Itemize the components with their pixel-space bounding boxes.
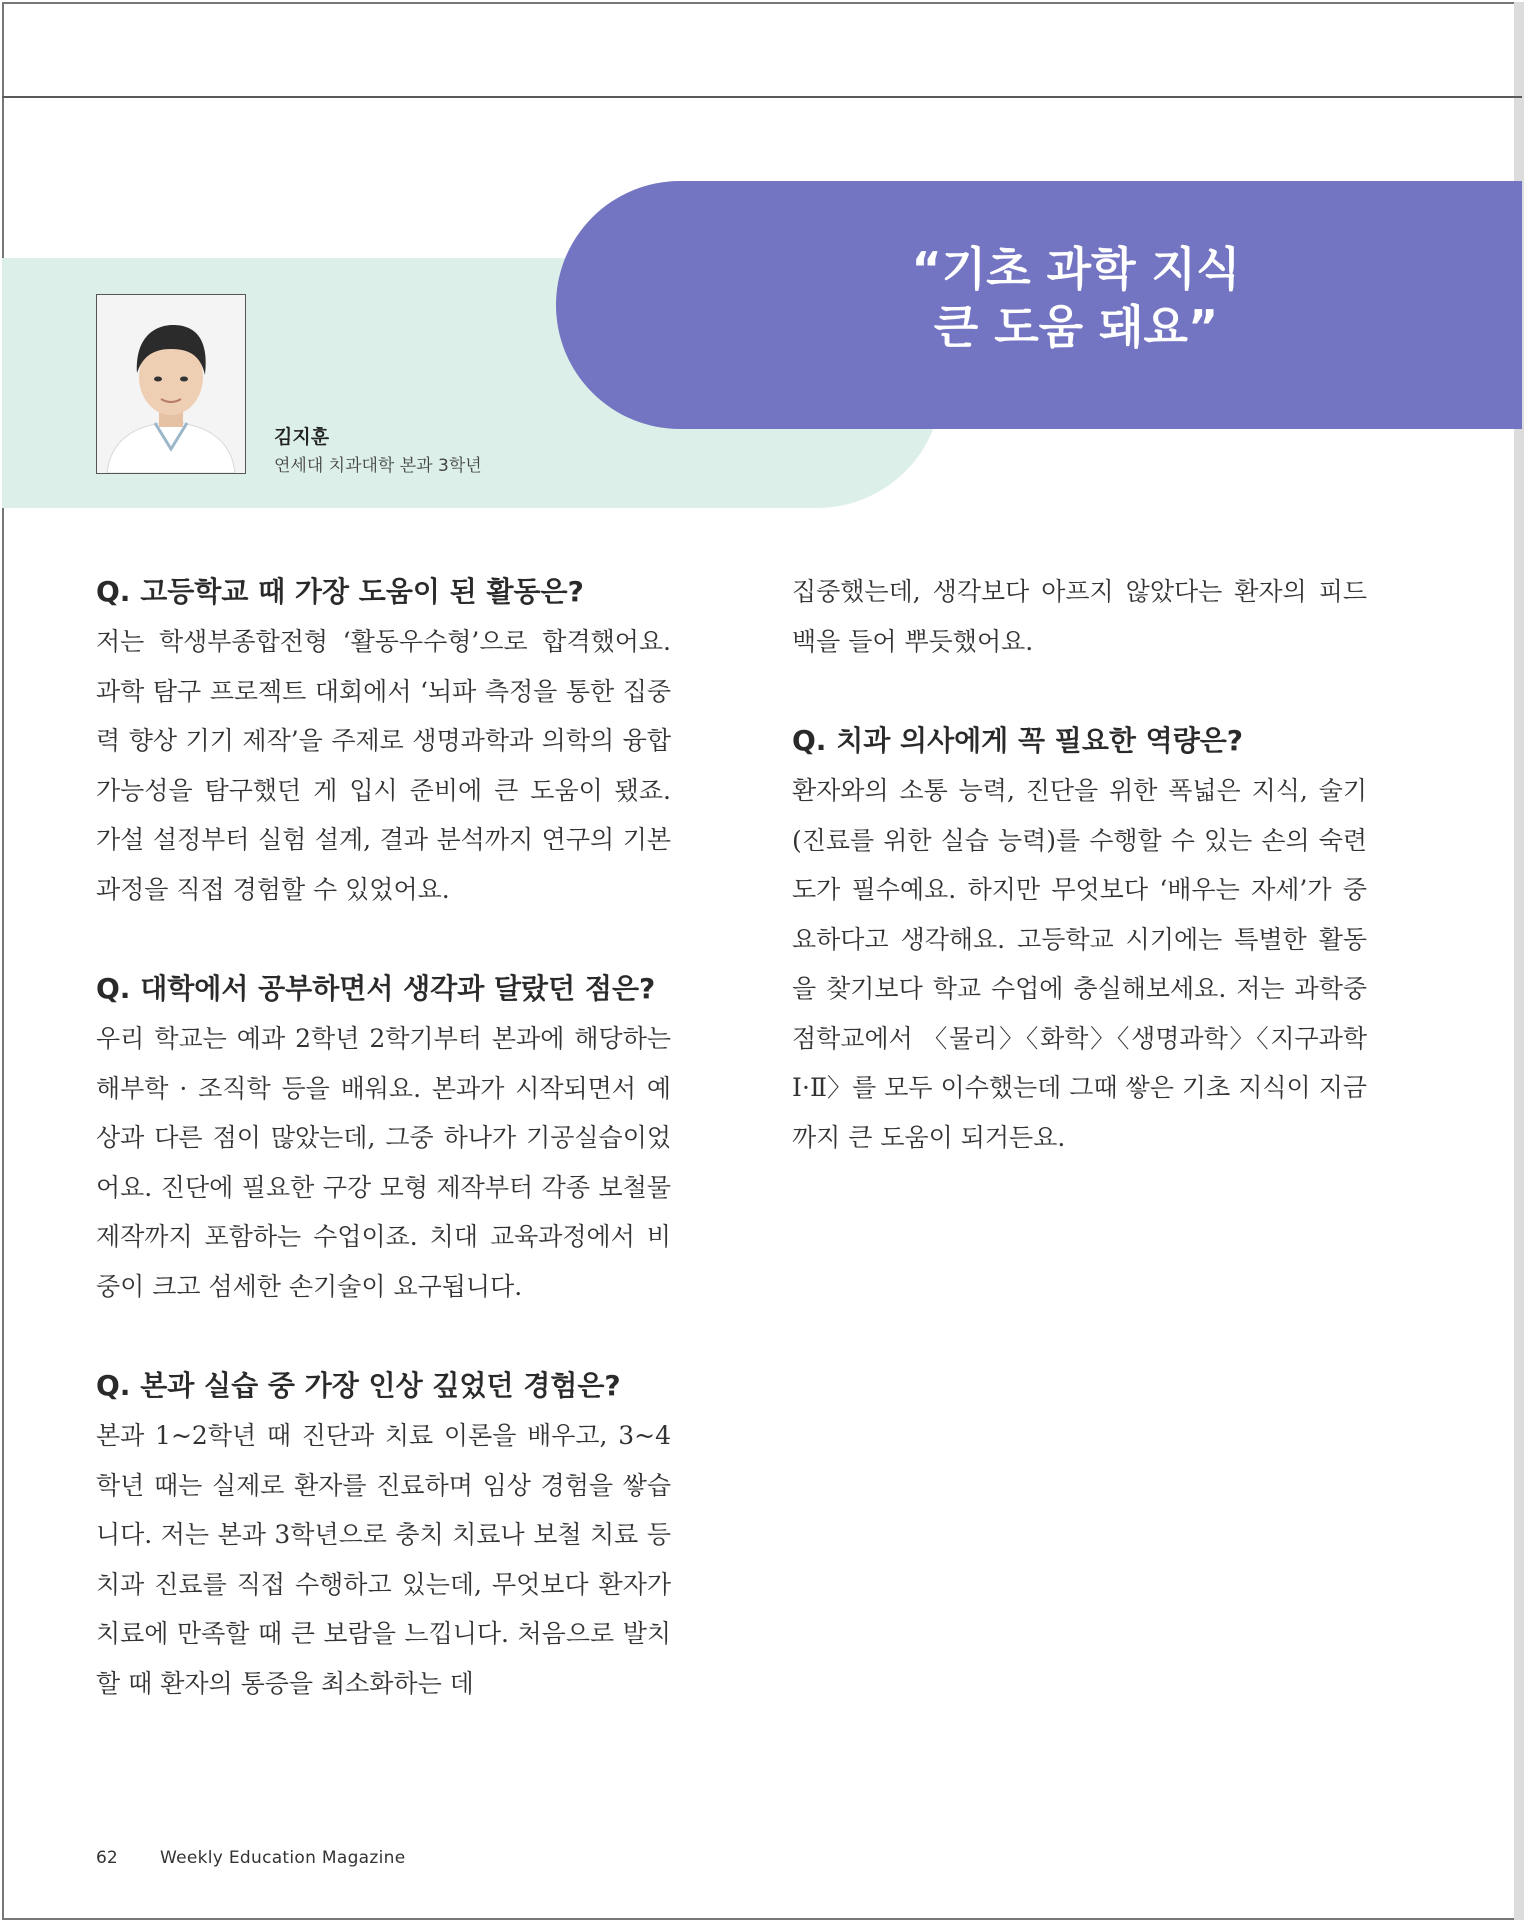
answer-3: 본과 1~2학년 때 진단과 치료 이론을 배우고, 3~4학년 때는 실제로 환자를 진료하며 임상 경험을 쌓습니다. 저는 본과 3학년으로 충치 치료나 보철 치료 등 치과 진료를 직접 수행하고 있는데, 무엇보다 환자가 치료에 만족할 때 큰 보람을 느낍니다. 처음으로 발치할 때 환자의 통증을 최소화하는 데	[96, 1421, 671, 1698]
page-number: 62	[96, 1848, 118, 1868]
answer-3-continuation: 집중했는데, 생각보다 아프지 않았다는 환자의 피드백을 들어 뿌듯했어요.	[792, 577, 1367, 656]
headline-line-1: “기초 과학 지식	[911, 242, 1241, 296]
left-column	[96, 567, 671, 1758]
answer-4: 환자와의 소통 능력, 진단을 위한 폭넓은 지식, 술기(진료를 위한 실습 능력)를 수행할 수 있는 손의 숙련도가 필수예요. 하지만 무엇보다 ‘배우는 자세’가 중요하다고 생각해요. 고등학교 시기에는 특별한 활동을 찾기보다 학교 수업에 충실해보세요. 저는 과학중점학교에서 〈물리〉〈화학〉〈생명과학〉〈지구과학 Ⅰ·Ⅱ〉를 모두 이수했는데 그때 쌓은 기초 지식이 지금까지 큰 도움이 되거든요.	[792, 776, 1367, 1152]
top-rule	[2, 96, 1522, 98]
question-3: Q. 본과 실습 중 가장 인상 깊었던 경험은?	[96, 1369, 621, 1402]
headline-line-2: 큰 도움 돼요”	[933, 300, 1219, 354]
person-affiliation: 연세대 치과대학 본과 3학년	[274, 456, 482, 476]
answer-1: 저는 학생부종합전형 ‘활동우수형’으로 합격했어요. 과학 탐구 프로젝트 대회에서 ‘뇌파 측정을 통한 집중력 향상 기기 제작’을 주제로 생명과학과 의학의 융합 가능성을 탐구했던 게 입시 준비에 큰 도움이 됐죠. 가설 설정부터 실험 설계, 결과 분석까지 연구의 기본 과정을 직접 경험할 수 있었어요.	[96, 627, 671, 904]
right-column	[792, 567, 1367, 1212]
portrait-photo	[96, 294, 246, 474]
magazine-name: Weekly Education Magazine	[160, 1848, 406, 1868]
person-name: 김지훈	[274, 426, 330, 448]
question-1: Q. 고등학교 때 가장 도움이 된 활동은?	[96, 575, 584, 608]
question-2: Q. 대학에서 공부하면서 생각과 달랐던 점은?	[96, 972, 656, 1005]
answer-2: 우리 학교는 예과 2학년 2학기부터 본과에 해당하는 해부학 · 조직학 등을 배워요. 본과가 시작되면서 예상과 다른 점이 많았는데, 그중 하나가 기공실습이었어요. 진단에 필요한 구강 모형 제작부터 각종 보철물 제작까지 포함하는 수업이죠. 치대 교육과정에서 비중이 크고 섬세한 손기술이 요구됩니다.	[96, 1024, 671, 1301]
headline-quote	[556, 240, 1530, 356]
question-4: Q. 치과 의사에게 꼭 필요한 역량은?	[792, 724, 1244, 757]
portrait-illustration	[97, 295, 245, 473]
